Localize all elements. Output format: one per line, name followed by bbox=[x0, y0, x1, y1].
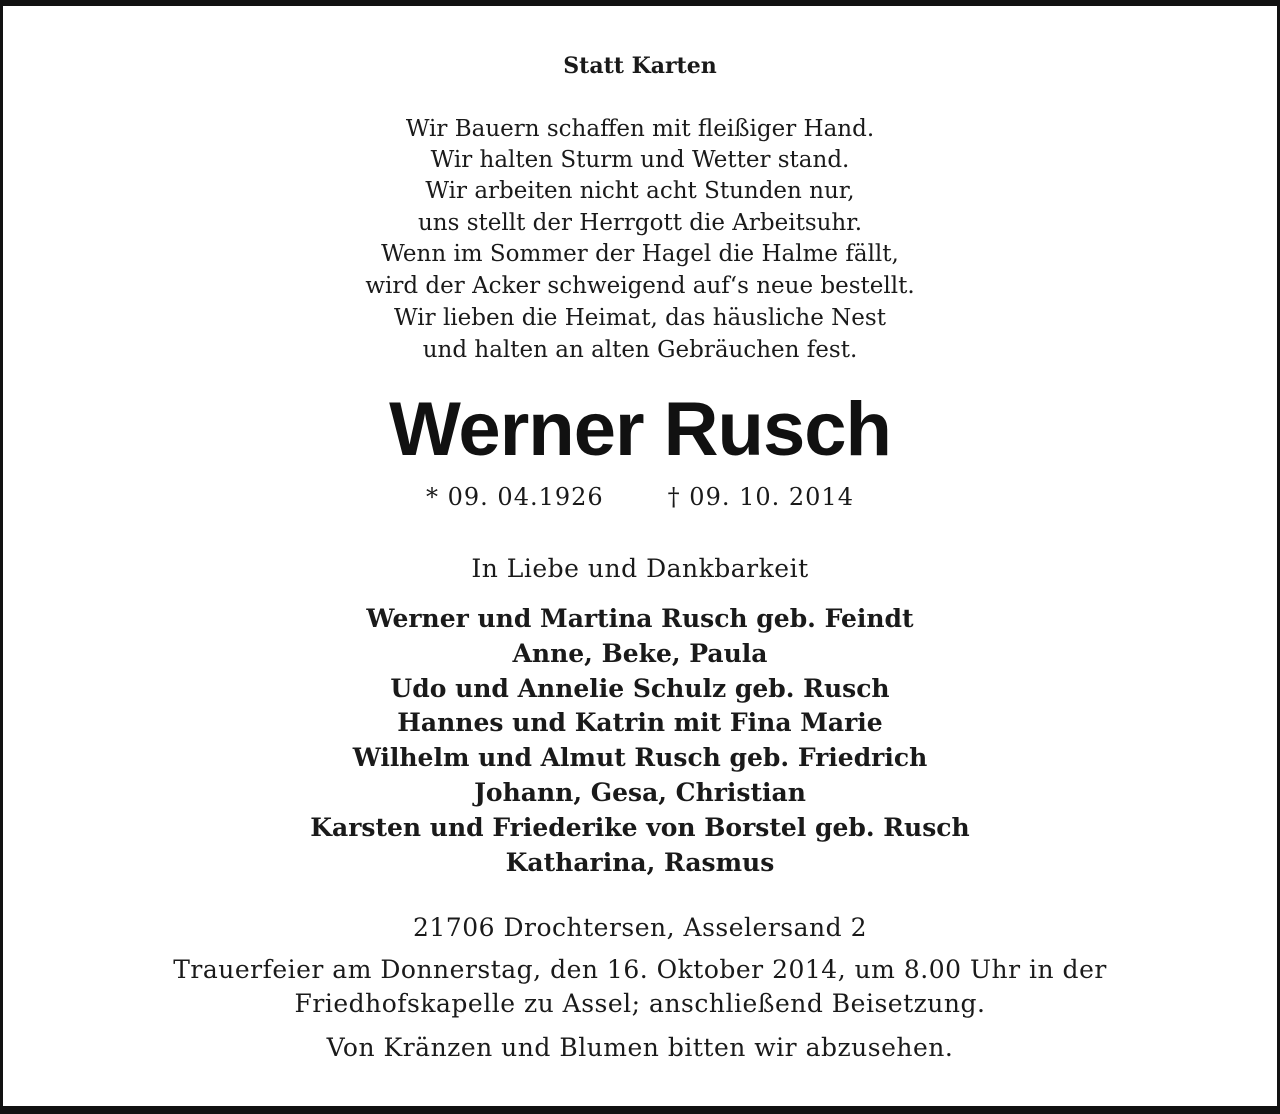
death-date: † 09. 10. 2014 bbox=[667, 483, 854, 511]
mourner-line: Anne, Beke, Paula bbox=[512, 639, 768, 668]
mourner-line: Karsten und Friederike von Borstel geb. Rusch bbox=[310, 813, 970, 842]
closing-note: Von Kränzen und Blumen bitten wir abzusehen. bbox=[326, 1033, 954, 1062]
life-dates bbox=[0, 485, 1280, 509]
thanks-line: In Liebe und Dankbarkeit bbox=[471, 554, 809, 583]
poem-line: Wir lieben die Heimat, das häusliche Nest bbox=[394, 305, 886, 331]
address-line: 21706 Drochtersen, Asselersand 2 bbox=[413, 913, 867, 942]
poem-line: Wir Bauern schaffen mit fleißiger Hand. bbox=[405, 116, 875, 142]
mourner-line: Werner und Martina Rusch geb. Feindt bbox=[366, 604, 914, 633]
notice-header: Statt Karten bbox=[563, 53, 717, 79]
poem-line: uns stellt der Herrgott die Arbeitsuhr. bbox=[417, 210, 863, 236]
mourner-line: Johann, Gesa, Christian bbox=[474, 778, 806, 807]
mourner-line: Wilhelm und Almut Rusch geb. Friedrich bbox=[352, 743, 928, 772]
mourner-line: Hannes und Katrin mit Fina Marie bbox=[397, 708, 883, 737]
poem-line: wird der Acker schweigend auf‘s neue bestellt. bbox=[365, 273, 915, 299]
mourner-line: Udo und Annelie Schulz geb. Rusch bbox=[390, 674, 890, 703]
service-line: Friedhofskapelle zu Assel; anschließend Beisetzung. bbox=[294, 989, 986, 1018]
poem-line: und halten an alten Gebräuchen fest. bbox=[422, 337, 858, 363]
deceased-name: Werner Rusch bbox=[389, 387, 891, 472]
birth-date: * 09. 04.1926 bbox=[426, 483, 604, 511]
poem-line: Wenn im Sommer der Hagel die Halme fällt, bbox=[381, 241, 899, 267]
poem-line: Wir halten Sturm und Wetter stand. bbox=[430, 147, 850, 173]
service-line: Trauerfeier am Donnerstag, den 16. Oktober 2014, um 8.00 Uhr in der bbox=[173, 955, 1107, 984]
poem-line: Wir arbeiten nicht acht Stunden nur, bbox=[425, 178, 855, 204]
mourner-line: Katharina, Rasmus bbox=[505, 848, 775, 877]
